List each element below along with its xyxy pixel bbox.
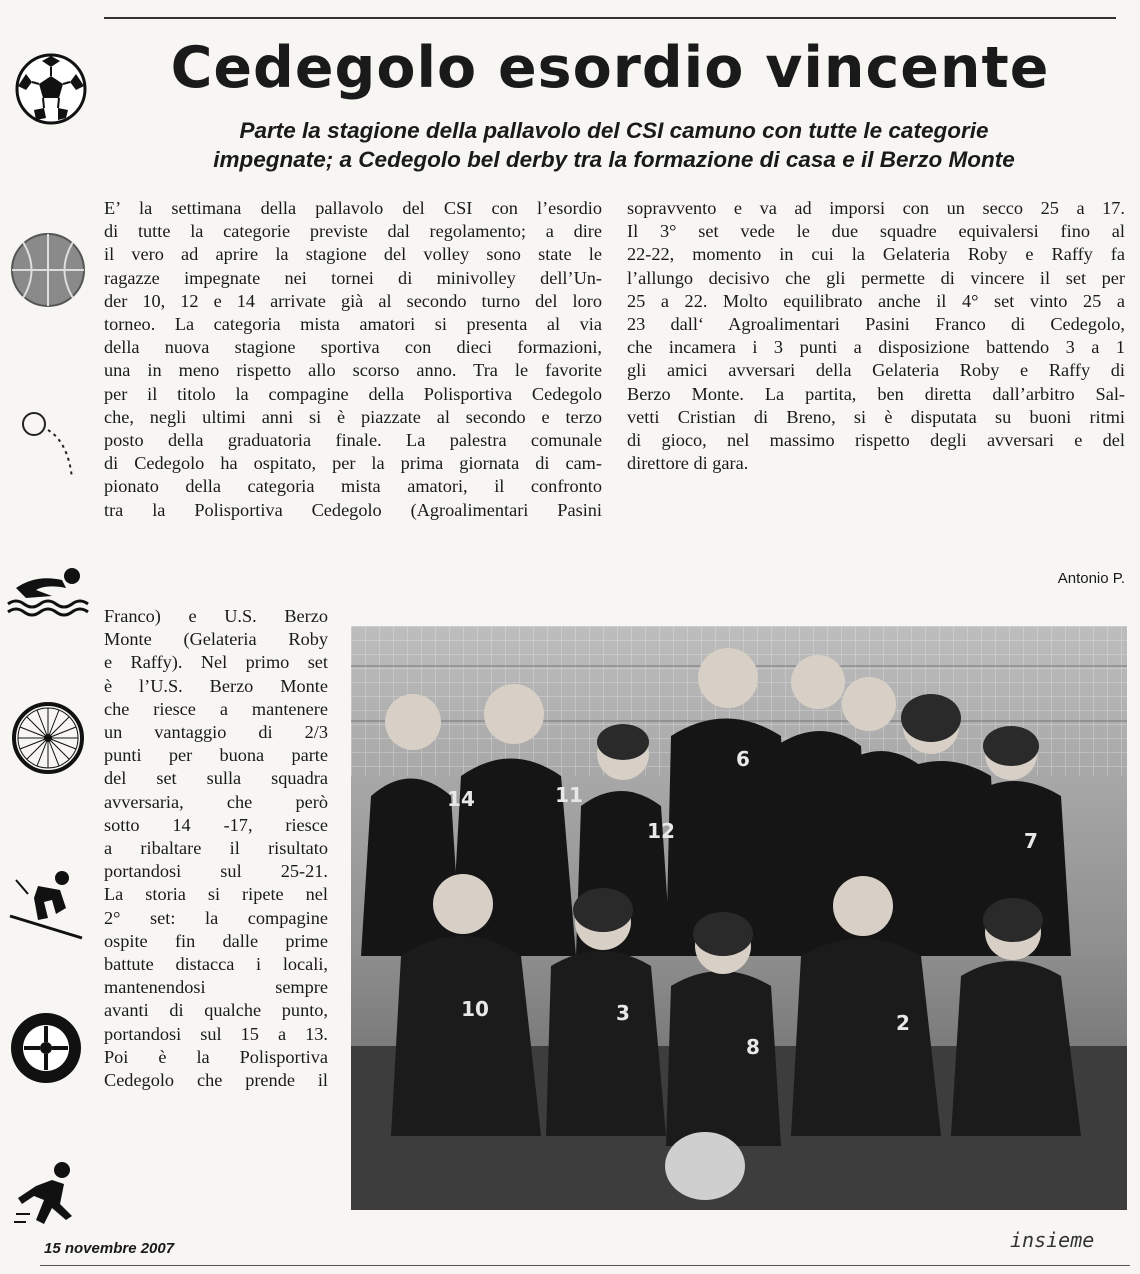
text-line: direttore di gara. [627,453,749,474]
text-line: punti per buona parte [104,745,328,766]
text-line: posto della graduatoria finale. La palestra comunale [104,430,602,451]
text-line: der 10, 12 e 14 arrivate già al secondo turno del loro [104,290,602,311]
jersey-number: 6 [736,747,750,771]
text-line: l’allungo decisivo che gli permette di vincere il set per [627,267,1125,288]
text-line: avanti di qualche punto, [104,1000,328,1021]
text-line: Cedegolo che prende il [104,1070,328,1091]
jersey-number: 8 [746,1035,760,1059]
text-line: della nuova stagione sportiva con dieci formazioni, [104,337,602,358]
text-line: avversaria, che però [104,791,328,812]
text-line: Berzo Monte. La partita, ben diretta dall’arbitro Sal- [627,383,1125,404]
text-line: portandosi sul 25-21. [104,861,328,882]
article-column-1 [104,197,602,522]
text-line: di gioco, nel massimo rispetto degli avversari e del [627,430,1125,451]
text-line: il vero ad aprire la stagione del volley sono state le [104,244,602,265]
text-line: Il 3° set vede le due squadre equivalersi fino al [627,221,1125,242]
text-line: di tutte la categorie previste dal regolamento; a dire [104,221,602,242]
text-line: La storia si ripete nel [104,884,328,905]
text-line: 23 dall‘ Agroalimentari Pasini Franco di Cedegolo, [627,314,1125,335]
tennis-ball-icon [18,408,82,484]
jersey-number: 2 [896,1011,910,1035]
text-line: vetti Cristian di Breno, si è disputata su buoni ritmi [627,406,1125,427]
text-line: sotto 14 -17, riesce [104,814,328,835]
publication-date: 15 novembre 2007 [44,1240,175,1257]
skier-icon [8,868,86,940]
text-line: 22-22, momento in cui la Gelateria Roby e Raffy fa [627,244,1125,265]
text-line: Poi è la Polisportiva [104,1046,328,1067]
text-line: che incamera i 3 punti a disposizione battendo 3 a 1 [627,337,1125,358]
bicycle-wheel-icon [10,700,86,776]
article-column-2 [627,197,1125,475]
team-photo [351,626,1127,1210]
top-rule [104,17,1116,19]
insieme-logo: insieme [1010,1228,1095,1252]
text-line: che riesce a mantenere [104,698,328,719]
subtitle-line: impegnate; a Cedegolo bel derby tra la formazione di casa e il Berzo Monte [213,147,1015,172]
text-line: e Raffy). Nel primo set [104,652,328,673]
runner-icon [12,1160,86,1236]
car-wheel-icon [8,1010,84,1086]
text-line: E’ la settimana della pallavolo del CSI con l’esordio [104,198,602,218]
text-line: torneo. La categoria mista amatori si presenta al via [104,314,602,335]
jersey-number: 11 [555,783,583,807]
text-line: del set sulla squadra [104,768,328,789]
text-line: gli amici avversari della Gelateria Roby e Raffy di [627,360,1125,381]
basketball-icon [8,230,88,310]
text-line: 2° set: la compagine [104,907,328,928]
text-line: tra la Polisportiva Cedegolo (Agroalimentari Pasini [104,499,602,520]
bottom-rule [40,1265,1130,1266]
text-line: che, negli ultimi anni si è piazzate al secondo e terzo [104,406,602,427]
text-line: battute distacca i locali, [104,954,328,975]
text-line: mantenendosi sempre [104,977,328,998]
text-line: Franco) e U.S. Berzo [104,606,328,626]
text-line: pionato della categoria mista amatori, il confronto [104,476,602,497]
subtitle-line: Parte la stagione della pallavolo del CSI camuno con tutte le categorie [239,118,989,143]
text-line: sopravvento e va ad imporsi con un secco 25 a 17. [627,198,1125,218]
swimmer-icon [6,566,90,618]
text-line: di Cedegolo ha ospitato, per la prima giornata di cam- [104,453,602,474]
article-title: Cedegolo esordio vincente [170,35,1050,101]
article-column-1-narrow [104,605,328,1092]
jersey-number: 14 [447,787,475,811]
text-line: portandosi sul 15 a 13. [104,1023,328,1044]
text-line: ospite fin dalle prime [104,930,328,951]
text-line: una in meno rispetto allo scorso anno. Tra le favorite [104,360,602,381]
jersey-number: 3 [616,1001,630,1025]
text-line: è l’U.S. Berzo Monte [104,675,328,696]
text-line: per il titolo la compagine della Polisportiva Cedegolo [104,383,602,404]
text-line: 25 a 22. Molto equilibrato anche il 4° set vinto 25 a [627,290,1125,311]
article-subtitle [104,116,1124,174]
text-line: un vantaggio di 2/3 [104,722,328,743]
text-line: a ribaltare il risultato [104,838,328,859]
jersey-number: 12 [647,819,675,843]
text-line: ragazze impegnate nei tornei di minivolley dell’Un- [104,267,602,288]
article-author: Antonio P. [1057,570,1125,587]
text-line: Monte (Gelateria Roby [104,629,328,650]
jersey-number: 7 [1024,829,1038,853]
soccer-ball-icon [14,52,88,126]
jersey-number: 10 [461,997,489,1021]
